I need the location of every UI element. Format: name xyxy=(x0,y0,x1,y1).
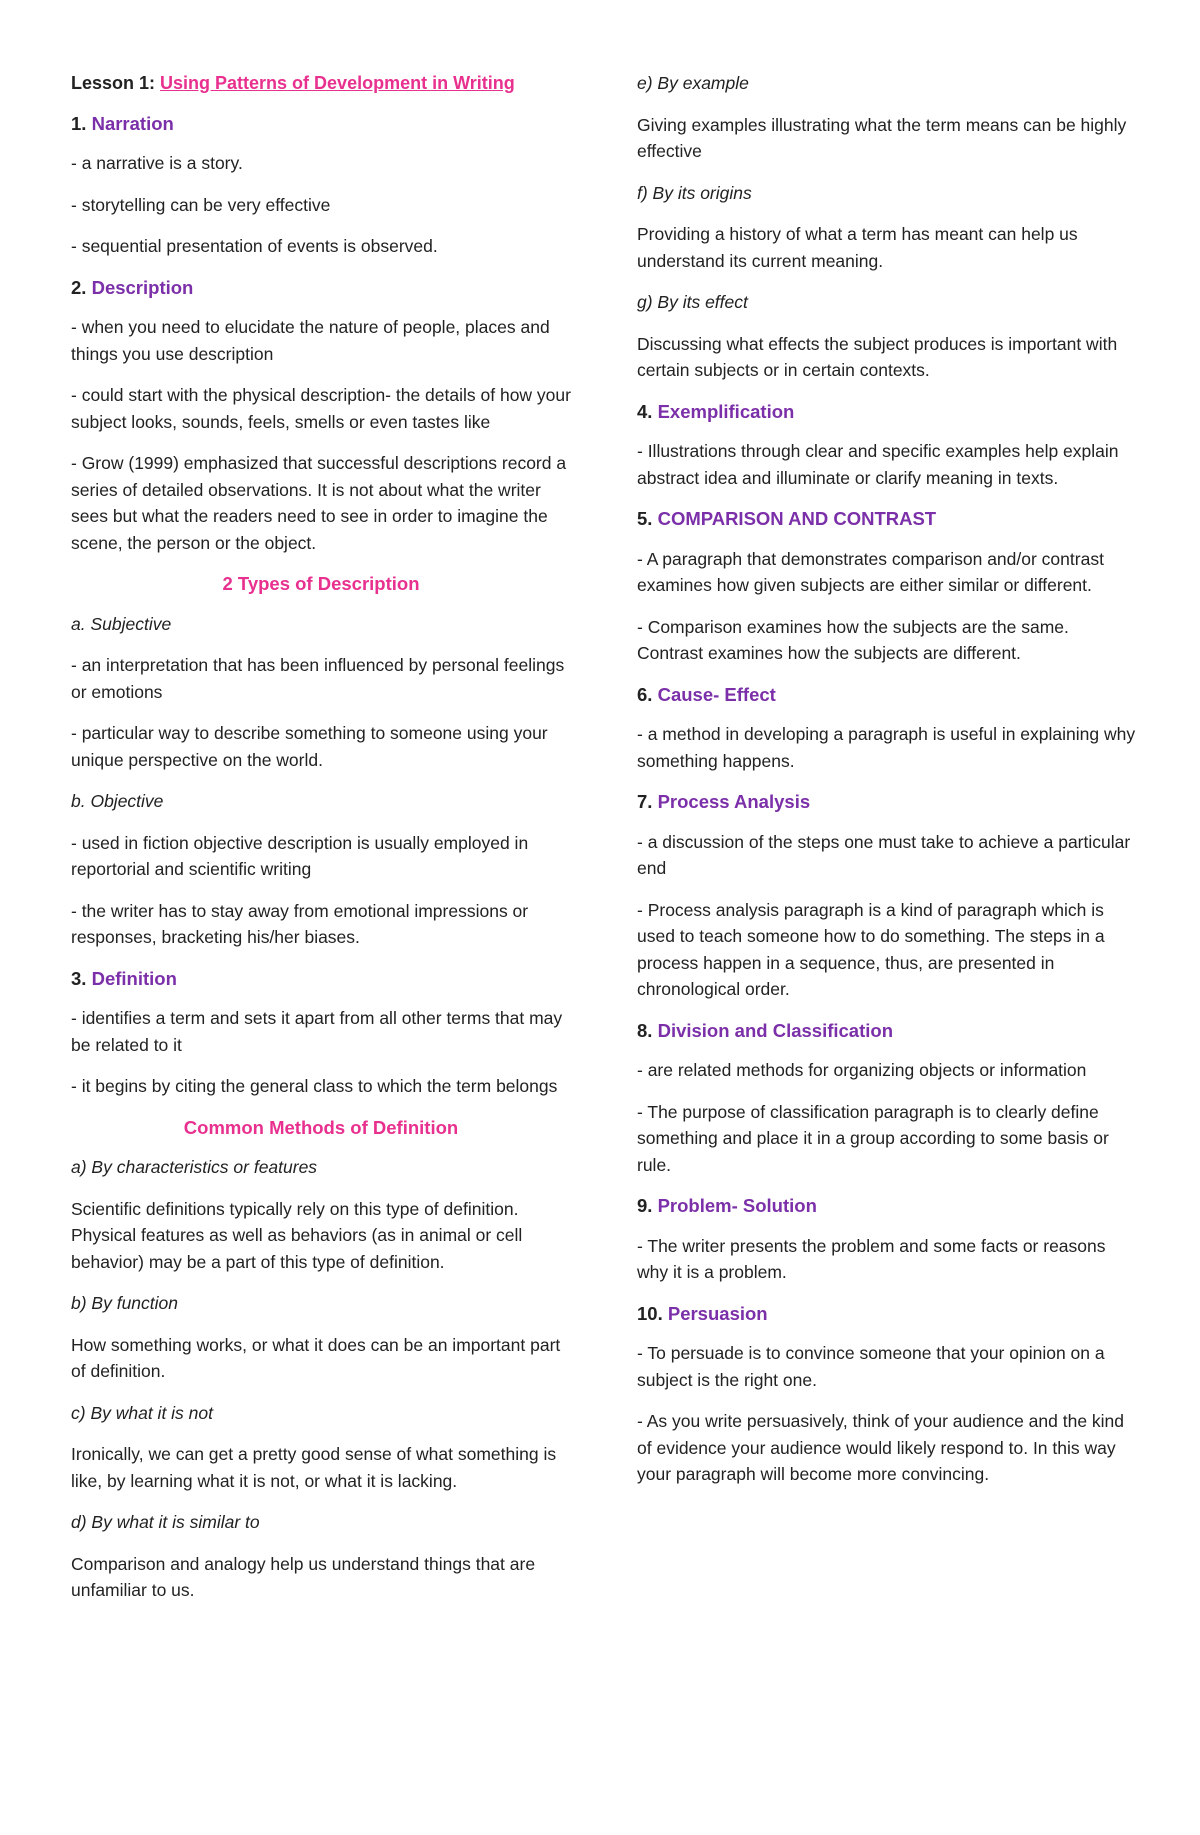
section-title: COMPARISON AND CONTRAST xyxy=(657,508,937,529)
section-number: 9. xyxy=(637,1195,658,1216)
section-heading-definition xyxy=(71,966,571,993)
lesson-title-link: Using Patterns of Development in Writing xyxy=(160,73,515,93)
section-heading-comparison-contrast xyxy=(637,506,1137,533)
section-number: 6. xyxy=(637,683,658,705)
paragraph: - A paragraph that demonstrates comparison and/or contrast examines how given subjects are either similar or different. xyxy=(637,548,1104,595)
section-heading-narration xyxy=(71,111,571,138)
subtype-label-objective: b. Objective xyxy=(71,791,164,811)
paragraph: Giving examples illustrating what the term means can be highly effective xyxy=(637,114,1127,161)
paragraph: - when you need to elucidate the nature of people, places and things you use description xyxy=(71,317,550,364)
section-title: Problem- Solution xyxy=(657,1195,817,1216)
section-title: Description xyxy=(91,276,194,298)
paragraph: - To persuade is to convince someone that your opinion on a subject is the right one. xyxy=(637,1343,1105,1390)
paragraph: Comparison and analogy help us understand things that are unfamiliar to us. xyxy=(71,1553,536,1600)
method-label: g) By its effect xyxy=(637,292,748,312)
section-heading-cause-effect xyxy=(637,682,1137,709)
paragraph: Discussing what effects the subject produces is important with certain subjects or in certain contexts. xyxy=(637,333,1118,380)
subheading-common-methods: Common Methods of Definition xyxy=(183,1116,459,1138)
section-title: Process Analysis xyxy=(657,791,811,812)
paragraph: - The writer presents the problem and some facts or reasons why it is a problem. xyxy=(637,1235,1106,1282)
method-label: d) By what it is similar to xyxy=(71,1512,260,1532)
section-title: Persuasion xyxy=(667,1302,768,1324)
paragraph: Providing a history of what a term has meant can help us understand its current meaning. xyxy=(637,224,1078,271)
method-label: e) By example xyxy=(637,73,749,93)
paragraph: How something works, or what it does can be an important part of definition. xyxy=(71,1334,561,1381)
section-number: 3. xyxy=(71,967,92,989)
paragraph: - sequential presentation of events is observed. xyxy=(71,236,438,256)
paragraph: - could start with the physical description- the details of how your subject looks, sounds, feels, smells or even tastes like xyxy=(71,385,571,432)
right-column xyxy=(637,70,1137,1503)
paragraph: - Grow (1999) emphasized that successful descriptions record a series of detailed observations. It is not about what the writer sees but what the readers need to see in order to imagine the scene, the person or the object. xyxy=(71,453,567,553)
paragraph: - a method in developing a paragraph is useful in explaining why something happens. xyxy=(637,724,1136,771)
paragraph: - the writer has to stay away from emotional impressions or responses, bracketing his/her biases. xyxy=(71,900,529,947)
section-number: 8. xyxy=(637,1019,658,1041)
section-number: 1. xyxy=(71,112,92,134)
section-heading-division-classification xyxy=(637,1018,1137,1045)
section-number: 10. xyxy=(637,1302,668,1324)
section-title: Definition xyxy=(91,967,177,989)
section-number: 2. xyxy=(71,276,92,298)
section-title: Division and Classification xyxy=(657,1019,893,1041)
paragraph: - an interpretation that has been influenced by personal feelings or emotions xyxy=(71,655,565,702)
section-title: Narration xyxy=(91,112,174,134)
section-heading-exemplification xyxy=(637,399,1137,426)
paragraph: - Comparison examines how the subjects are the same. Contrast examines how the subjects are different. xyxy=(637,616,1069,663)
paragraph: - are related methods for organizing objects or information xyxy=(637,1060,1087,1080)
section-number: 5. xyxy=(637,508,658,529)
section-heading-persuasion xyxy=(637,1301,1137,1328)
paragraph: - Process analysis paragraph is a kind of paragraph which is used to teach someone how to do something. The steps in a process happen in a sequence, thus, are presented in chronological order. xyxy=(637,899,1105,999)
paragraph: - identifies a term and sets it apart from all other terms that may be related to it xyxy=(71,1008,563,1055)
section-title: Exemplification xyxy=(657,400,795,422)
paragraph: - Illustrations through clear and specific examples help explain abstract idea and illuminate or clarify meaning in texts. xyxy=(637,441,1119,488)
section-heading-process-analysis xyxy=(637,789,1137,816)
method-label: a) By characteristics or features xyxy=(71,1157,318,1177)
method-label: c) By what it is not xyxy=(71,1402,213,1423)
section-heading-problem-solution xyxy=(637,1193,1137,1220)
section-title: Cause- Effect xyxy=(657,683,776,705)
subtype-label-subjective: a. Subjective xyxy=(71,613,172,634)
paragraph: - storytelling can be very effective xyxy=(71,194,331,215)
method-label: f) By its origins xyxy=(637,182,752,203)
paragraph: - particular way to describe something to someone using your unique perspective on the world. xyxy=(71,723,548,770)
paragraph: - a discussion of the steps one must take to achieve a particular end xyxy=(637,831,1131,878)
method-label: b) By function xyxy=(71,1293,178,1313)
section-number: 7. xyxy=(637,791,658,812)
paragraph: - a narrative is a story. xyxy=(71,153,243,173)
section-heading-description xyxy=(71,275,571,302)
paragraph: - used in fiction objective description is usually employed in reportorial and scientific writing xyxy=(71,832,529,879)
lesson-title xyxy=(71,70,571,97)
subheading-types-of-description: 2 Types of Description xyxy=(222,573,420,594)
paragraph: Ironically, we can get a pretty good sense of what something is like, by learning what it is not, or what it is lacking. xyxy=(71,1444,557,1491)
left-column xyxy=(71,70,571,1619)
paragraph: - it begins by citing the general class to which the term belongs xyxy=(71,1076,558,1096)
paragraph: Scientific definitions typically rely on this type of definition. Physical features as well as behaviors (as in animal or cell behavior) may be a part of this type of definition. xyxy=(71,1198,523,1272)
paragraph: - The purpose of classification paragraph is to clearly define something and place it in a group according to some basis or rule. xyxy=(637,1101,1109,1175)
section-number: 4. xyxy=(637,400,658,422)
paragraph: - As you write persuasively, think of your audience and the kind of evidence your audience would likely respond to. In this way your paragraph will become more convincing. xyxy=(637,1411,1125,1484)
lesson-prefix: Lesson 1: xyxy=(71,73,161,93)
